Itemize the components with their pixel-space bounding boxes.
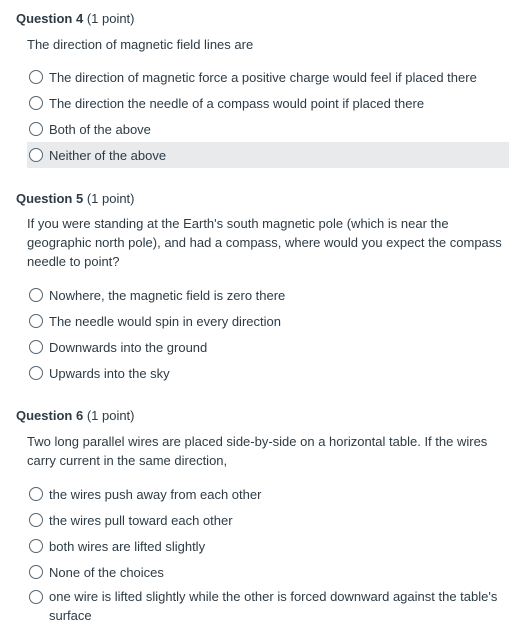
answer-label: None of the choices <box>49 564 164 580</box>
answer-label: The direction the needle of a compass would point if placed there <box>49 95 425 111</box>
radio-button[interactable] <box>29 590 43 604</box>
answer-label: Neither of the above <box>49 147 167 163</box>
answer-option[interactable] <box>27 533 509 559</box>
answer-option[interactable] <box>27 559 509 585</box>
radio-button[interactable] <box>29 70 43 84</box>
answer-option[interactable] <box>27 308 509 334</box>
answer-label: Both of the above <box>49 121 151 137</box>
question-text: If you were standing at the Earth's south magnetic pole (which is near the geographic north pole), and had a compass, where would you expect the compass needle to point? <box>27 216 502 269</box>
answer-label: Downwards into the ground <box>49 339 208 355</box>
radio-button[interactable] <box>29 314 43 328</box>
answer-option[interactable] <box>27 64 509 90</box>
answer-option[interactable] <box>27 507 509 533</box>
answer-option[interactable] <box>27 584 509 626</box>
question-header <box>16 408 135 424</box>
question-points: (1 point) <box>86 408 135 423</box>
question-text: Two long parallel wires are placed side-by-side on a horizontal table. If the wires carry current in the same direction, <box>27 434 488 468</box>
radio-button[interactable] <box>29 366 43 380</box>
answer-option[interactable] <box>27 481 509 507</box>
answer-label: both wires are lifted slightly <box>49 538 206 554</box>
radio-button[interactable] <box>29 565 43 579</box>
radio-button[interactable] <box>29 148 43 162</box>
answer-option[interactable] <box>27 116 509 142</box>
answer-label: The direction of magnetic force a positive charge would feel if placed there <box>49 69 477 85</box>
answer-label: Nowhere, the magnetic field is zero there <box>49 287 286 303</box>
answer-option[interactable] <box>27 334 509 360</box>
radio-button[interactable] <box>29 288 43 302</box>
question-number: Question 4 <box>16 11 84 26</box>
question-points: (1 point) <box>86 191 135 206</box>
question-number: Question 6 <box>16 408 84 423</box>
radio-button[interactable] <box>29 340 43 354</box>
answer-option[interactable] <box>27 90 509 116</box>
radio-button[interactable] <box>29 539 43 553</box>
answer-option[interactable] <box>27 282 509 308</box>
radio-button[interactable] <box>29 487 43 501</box>
answer-label: the wires pull toward each other <box>49 512 233 528</box>
question-points: (1 point) <box>86 11 135 26</box>
question-number: Question 5 <box>16 191 84 206</box>
question-header <box>16 11 135 27</box>
radio-button[interactable] <box>29 96 43 110</box>
answer-label: Upwards into the sky <box>49 365 170 381</box>
answer-label: The needle would spin in every direction <box>49 313 281 329</box>
answer-option[interactable] <box>27 360 509 386</box>
question-header <box>16 191 135 207</box>
answer-option[interactable] <box>27 142 509 168</box>
question-text: The direction of magnetic field lines are <box>27 37 254 52</box>
radio-button[interactable] <box>29 513 43 527</box>
answer-label: the wires push away from each other <box>49 486 262 502</box>
answer-label: one wire is lifted slightly while the other is forced downward against the table's surface <box>49 589 498 623</box>
radio-button[interactable] <box>29 122 43 136</box>
